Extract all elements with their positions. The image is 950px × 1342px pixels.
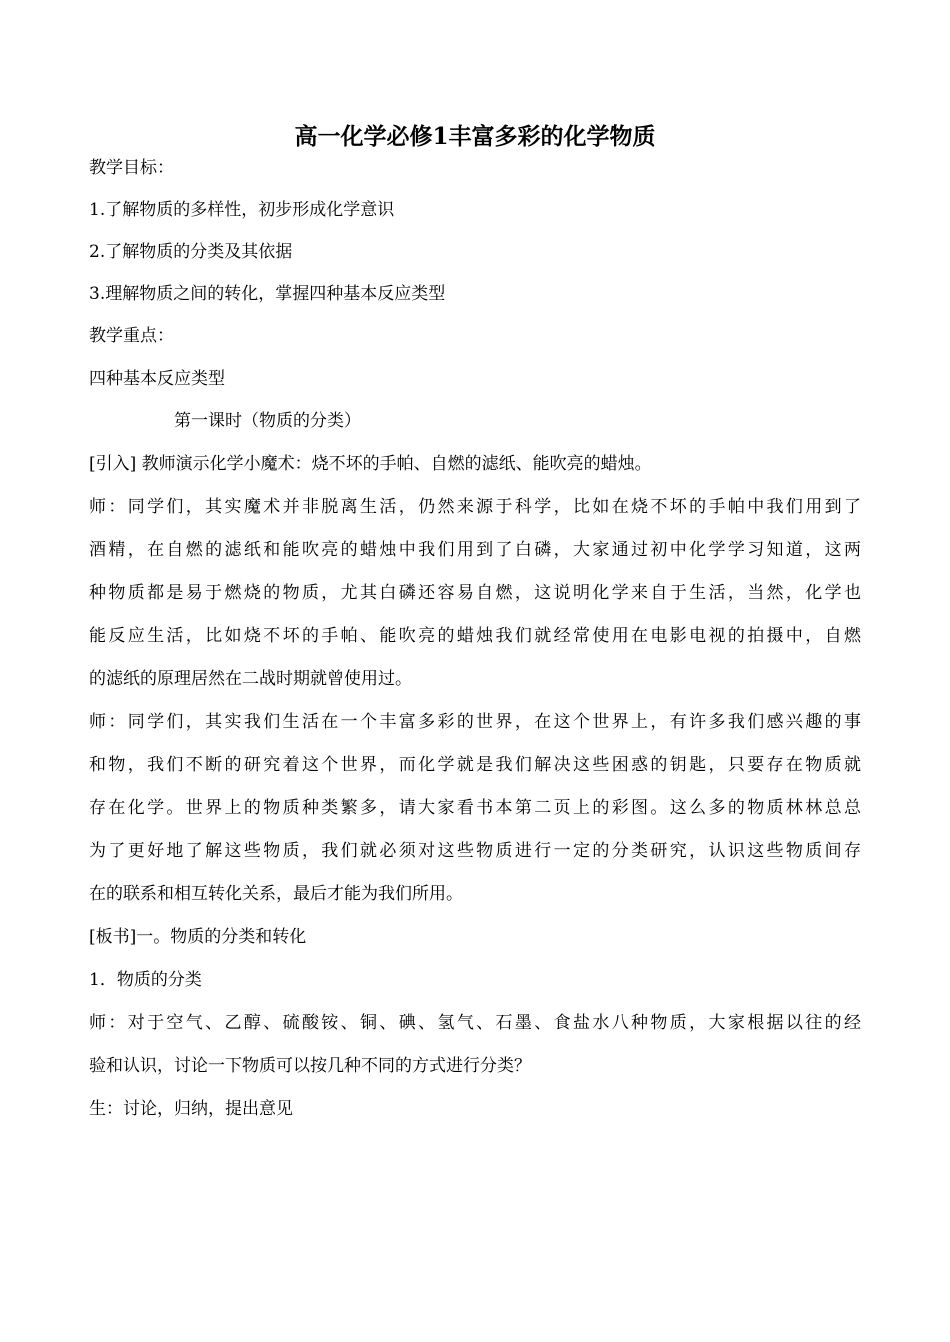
document-title: 高一化学必修1丰富多彩的化学物质 <box>294 123 656 150</box>
paragraph-line: 酒精，在自燃的滤纸和能吹亮的蜡烛中我们用到了白磷，大家通过初中化学学习知道，这两 <box>89 540 861 560</box>
objective-item-2: 2.了解物质的分类及其依据 <box>89 242 293 262</box>
paragraph-line: 存在化学。世界上的物质种类繁多，请大家看书本第二页上的彩图。这么多的物质林林总总 <box>89 798 861 818</box>
paragraph-line: 师：对于空气、乙醇、硫酸铵、铜、碘、氢气、石墨、食盐水八种物质，大家根据以往的经 <box>89 1013 861 1033</box>
paragraph-line: 种物质都是易于燃烧的物质，尤其白磷还容易自燃，这说明化学来自于生活，当然，化学也 <box>89 583 861 603</box>
paragraph-line: 验和认识，讨论一下物质可以按几种不同的方式进行分类？ <box>89 1056 531 1076</box>
objective-item-1: 1.了解物质的多样性，初步形成化学意识 <box>89 200 395 220</box>
section-heading-key-points: 教学重点： <box>89 326 174 346</box>
board-heading: [板书]一。物质的分类和转化 <box>89 927 307 947</box>
paragraph-line: [引入] 教师演示化学小魔术：烧不坏的手帕、自燃的滤纸、能吹亮的蜡烛。 <box>89 454 652 474</box>
paragraph-line: 的滤纸的原理居然在二战时期就曾使用过。 <box>89 669 412 689</box>
subsection-heading: 1．物质的分类 <box>89 970 202 990</box>
paragraph-line: 师：同学们，其实魔术并非脱离生活，仍然来源于科学，比如在烧不坏的手帕中我们用到了 <box>89 497 861 517</box>
section-heading-objectives: 教学目标： <box>89 158 174 178</box>
key-point-text: 四种基本反应类型 <box>89 369 225 389</box>
paragraph-line: 能反应生活，比如烧不坏的手帕、能吹亮的蜡烛我们就经常使用在电影电视的拍摄中，自燃 <box>89 626 861 646</box>
lesson-subtitle: 第一课时（物质的分类） <box>174 411 361 431</box>
paragraph-line: 在的联系和相互转化关系，最后才能为我们所用。 <box>89 884 463 904</box>
paragraph-line: 师：同学们，其实我们生活在一个丰富多彩的世界，在这个世界上，有许多我们感兴趣的事 <box>89 712 861 732</box>
paragraph-line: 和物，我们不断的研究着这个世界，而化学就是我们解决这些困惑的钥匙，只要存在物质就 <box>89 755 861 775</box>
paragraph-line: 生：讨论，归纳，提出意见 <box>89 1099 293 1119</box>
paragraph-line: 为了更好地了解这些物质，我们就必须对这些物质进行一定的分类研究，认识这些物质间存 <box>89 841 861 861</box>
objective-item-3: 3.理解物质之间的转化，掌握四种基本反应类型 <box>89 284 446 304</box>
